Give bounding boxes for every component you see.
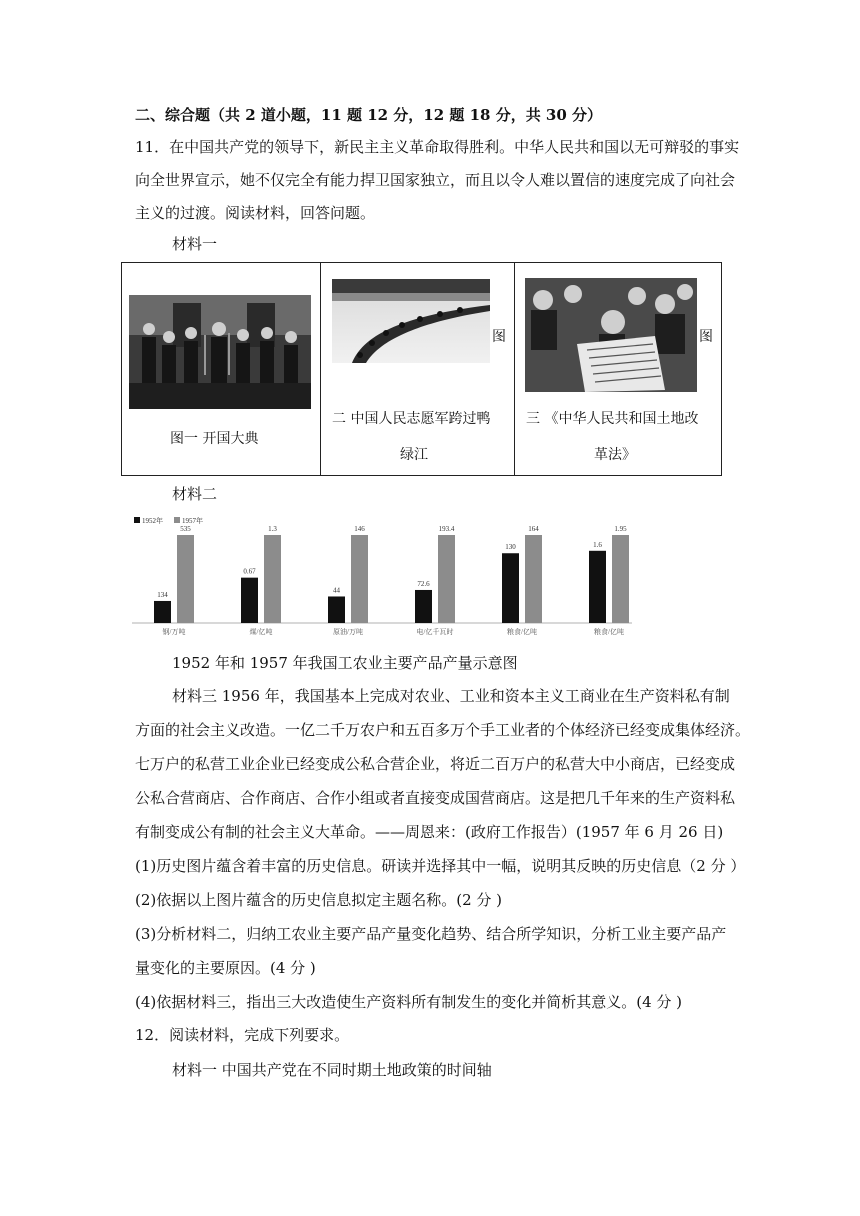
chart-caption: 1952 年和 1957 年我国工农业主要产品产量示意图 bbox=[172, 654, 518, 672]
material3-line-2: 方面的社会主义改造。一亿二千万农户和五百多万个手工业者的个体经济已经变成集体经济。 bbox=[135, 721, 751, 739]
material3-line-1: 材料三 1956 年，我国基本上完成对农业、工业和资本主义工商业在生产资料私有制 bbox=[172, 687, 730, 705]
bar-value-label-3-1: 193.4 bbox=[438, 525, 455, 533]
material3-line-4: 公私合营商店、合作商店、合作小组或者直接变成国营商店。这是把几千年来的生产资料私 bbox=[135, 789, 736, 807]
q12-intro: 12．阅读材料，完成下列要求。 bbox=[135, 1026, 350, 1044]
bar-value-label-0-0: 134 bbox=[157, 590, 168, 599]
production-bar-chart bbox=[120, 510, 640, 640]
legend-swatch-1 bbox=[174, 517, 180, 523]
q12-material1: 材料一 中国共产党在不同时期土地政策的时间轴 bbox=[172, 1061, 492, 1079]
q11-intro-line-3: 主义的过渡。阅读材料，回答问题。 bbox=[135, 204, 376, 222]
figure-1-caption: 图一 开国大典 bbox=[170, 431, 259, 447]
founding-ceremony-photo bbox=[129, 295, 311, 409]
bar-4-0 bbox=[502, 553, 519, 623]
bar-3-1 bbox=[438, 535, 455, 623]
question-3-line-2: 量变化的主要原因。(4 分 ) bbox=[135, 959, 316, 977]
question-2: (2)依据以上图片蕴含的历史信息拟定主题名称。(2 分 ) bbox=[135, 891, 503, 909]
category-label-3: 电/亿千瓦时 bbox=[416, 628, 454, 636]
yalu-crossing-photo bbox=[332, 279, 490, 363]
figures-table bbox=[121, 262, 722, 476]
figure-3-caption-line-2: 革法》 bbox=[594, 447, 636, 463]
bar-value-label-4-0: 130 bbox=[505, 543, 516, 552]
material1-label: 材料一 bbox=[172, 235, 218, 253]
bar-1-0 bbox=[241, 578, 258, 623]
bar-1-1 bbox=[264, 535, 281, 623]
legend-label-0: 1952年 bbox=[142, 517, 163, 525]
bar-2-0 bbox=[328, 596, 345, 623]
bar-2-1 bbox=[351, 535, 368, 623]
bar-value-label-2-0: 44 bbox=[333, 586, 340, 595]
figure-2-caption-line-2: 绿江 bbox=[400, 447, 428, 463]
figure-3-side-char: 图 bbox=[699, 329, 713, 345]
category-label-0: 钢/万吨 bbox=[162, 628, 186, 636]
bar-value-label-2-1: 146 bbox=[354, 525, 365, 533]
bar-value-label-1-0: 0.67 bbox=[243, 567, 256, 576]
bar-3-0 bbox=[415, 590, 432, 623]
material3-line-5: 有制变成公有制的社会主义大革命。——周恩来：(政府工作报告）(1957 年 6 月 26 日) bbox=[135, 823, 724, 841]
legend-swatch-0 bbox=[134, 517, 140, 523]
question-3-line-1: (3)分析材料二，归纳工农业主要产品产量变化趋势、结合所学知识，分析工业主要产品产 bbox=[135, 925, 727, 943]
q11-intro-line-2: 向全世界宣示，她不仅完全有能力捍卫国家独立，而且以令人难以置信的速度完成了向社会 bbox=[135, 171, 736, 189]
bar-5-1 bbox=[612, 535, 629, 623]
category-label-1: 煤/亿吨 bbox=[249, 628, 273, 636]
question-1: (1)历史图片蕴含着丰富的历史信息。研读并选择其中一幅，说明其反映的历史信息（2 分 ） bbox=[135, 857, 746, 875]
category-label-2: 原油/万吨 bbox=[333, 628, 363, 636]
bar-value-label-5-0: 1.6 bbox=[593, 540, 602, 549]
land-reform-law-photo bbox=[525, 278, 697, 392]
q11-intro-line-1: 11．在中国共产党的领导下，新民主主义革命取得胜利。中华人民共和国以无可辩驳的事实 bbox=[135, 138, 740, 156]
bar-value-label-3-0: 72.6 bbox=[417, 579, 430, 588]
material3-line-3: 七万户的私营工业企业已经变成公私合营企业，将近二百万户的私营大中小商店，已经变成 bbox=[135, 755, 736, 773]
bar-value-label-4-1: 164 bbox=[528, 525, 539, 533]
material2-label: 材料二 bbox=[172, 485, 218, 503]
bar-4-1 bbox=[525, 535, 542, 623]
bar-value-label-5-1: 1.95 bbox=[614, 525, 627, 533]
category-label-5: 粮食/亿吨 bbox=[594, 628, 624, 636]
bar-0-0 bbox=[154, 601, 171, 623]
bar-0-1 bbox=[177, 535, 194, 623]
figure-3-caption-line-1: 三 《中华人民共和国土地改 bbox=[526, 411, 699, 427]
bar-value-label-1-1: 1.3 bbox=[268, 525, 277, 533]
section-title: 二、综合题（共 2 道小题，11 题 12 分，12 题 18 分，共 30 分） bbox=[135, 106, 603, 124]
figure-2-caption-line-1: 二 中国人民志愿军跨过鸭 bbox=[332, 411, 491, 427]
question-4: (4)依据材料三，指出三大改造使生产资料所有制发生的变化并简析其意义。(4 分 ) bbox=[135, 993, 683, 1011]
legend-label-1: 1957年 bbox=[182, 517, 203, 525]
category-label-4: 粮食/亿吨 bbox=[507, 628, 537, 636]
figure-2-side-char: 图 bbox=[492, 329, 506, 345]
bar-value-label-0-1: 535 bbox=[180, 525, 191, 533]
bar-5-0 bbox=[589, 551, 606, 623]
